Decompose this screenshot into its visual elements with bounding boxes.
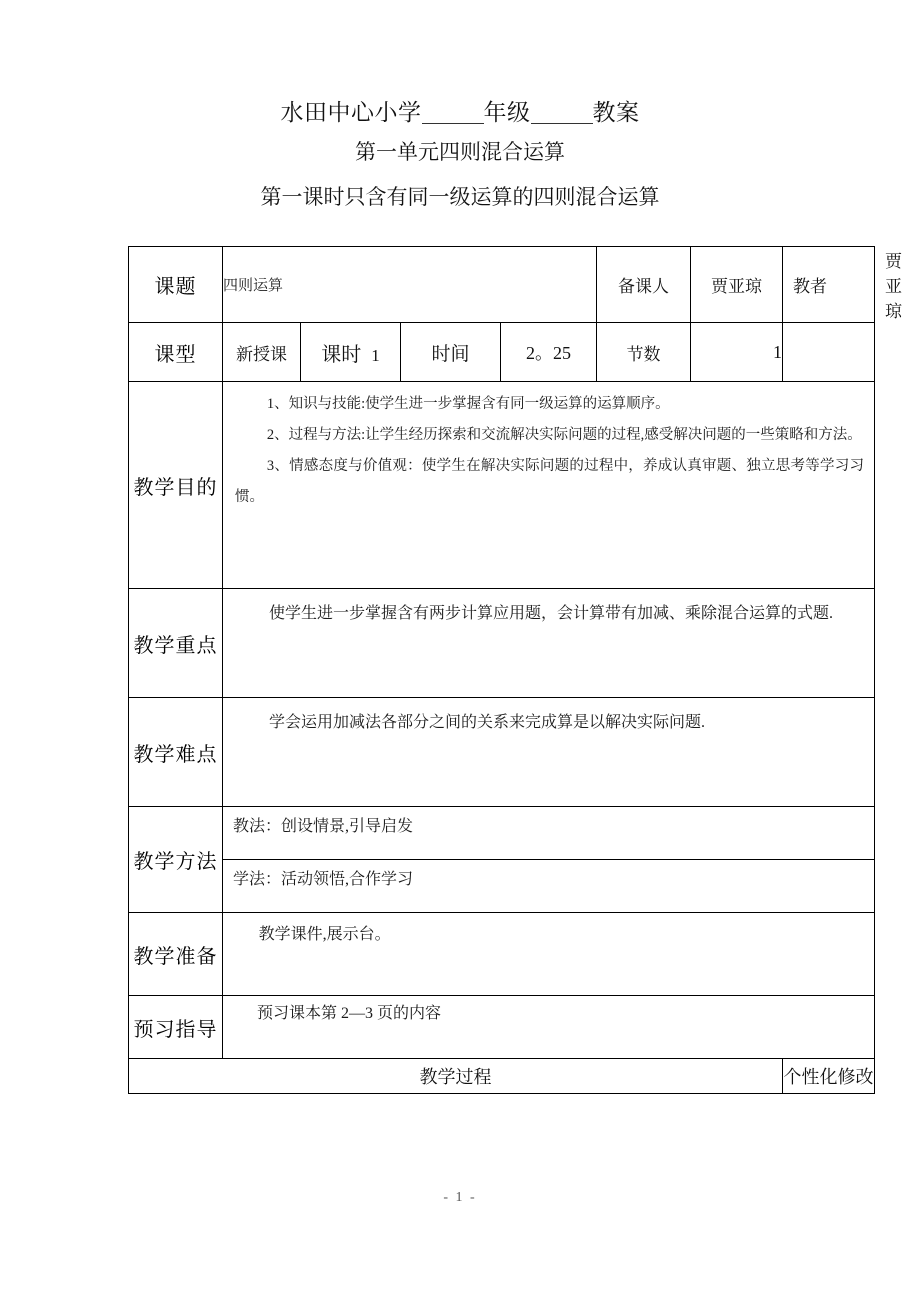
table-row-process-header [129, 1059, 875, 1094]
sections-label: 节数 [597, 323, 691, 382]
keypoint-content [223, 589, 875, 698]
personal-modification-label: 个性化修改 [783, 1059, 875, 1094]
objective-item-2: 2、过程与方法:让学生经历探索和交流解决实际问题的过程,感受解决问题的一些策略和方法。 [266, 427, 862, 443]
type-extra-cell [783, 323, 875, 382]
table-row-methods-teaching [129, 807, 875, 860]
difficulty-text: 学会运用加减法各部分之间的关系来完成算是以解决实际问题. [269, 714, 706, 731]
learning-method-text: 学法：活动领悟,合作学习 [233, 871, 414, 888]
difficulty-content [223, 698, 875, 807]
teaching-method-text: 教法：创设情景,引导启发 [233, 818, 414, 835]
preview-text: 预习课本第 2—3 页的内容 [257, 1005, 442, 1022]
table-row-objectives [129, 382, 875, 589]
lesson-type-label: 课型 [129, 323, 223, 382]
preview-label: 预习指导 [129, 996, 223, 1059]
objectives-content [223, 382, 875, 589]
teacher-label: 教者 [783, 247, 875, 323]
grade-label: 年级 [483, 100, 531, 125]
subject-blank [531, 101, 593, 124]
unit-heading: 第一单元四则混合运算 [355, 140, 565, 164]
table-row-methods-learning [129, 860, 875, 913]
lesson-heading: 第一课时只含有同一级运算的四则混合运算 [260, 185, 660, 209]
table-row-keypoint [129, 589, 875, 698]
time-label: 时间 [401, 323, 501, 382]
time-value: 2。25 [501, 323, 597, 382]
school-name: 水田中心小学 [280, 100, 422, 125]
objective-item-1: 1、知识与技能:使学生进一步掌握含有同一级运算的运算顺序。 [266, 396, 670, 412]
preparer-value: 贾亚琼 [691, 247, 783, 323]
methods-label: 教学方法 [129, 807, 223, 913]
preparation-content [223, 913, 875, 996]
page-title [0, 96, 920, 130]
preparation-text: 教学课件,展示台。 [258, 926, 391, 943]
topic-label: 课题 [129, 247, 223, 323]
difficulty-label: 教学难点 [129, 698, 223, 807]
keypoint-label: 教学重点 [129, 589, 223, 698]
table-row-topic: 课题 四则运算 备课人 贾亚琼 教者 贾亚琼 [129, 247, 875, 323]
table-row-preparation [129, 913, 875, 996]
table-row-difficulty [129, 698, 875, 807]
objectives-label: 教学目的 [129, 382, 223, 589]
topic-value: 四则运算 [223, 247, 597, 323]
plan-label: 教案 [592, 100, 640, 125]
period-value: 1 [371, 345, 380, 365]
teaching-method-cell [223, 807, 875, 860]
objective-item-3: 3、情感态度与价值观：使学生在解决实际问题的过程中，养成认真审题、独立思考等学习习惯。 [235, 458, 865, 505]
page-footer: - 1 - [443, 1190, 477, 1205]
document-headings [0, 96, 920, 220]
table-row-preview [129, 996, 875, 1059]
lesson-type-value: 新授课 [223, 323, 301, 382]
keypoint-text: 使学生进一步掌握含有两步计算应用题，会计算带有加减、乘除混合运算的式题. [269, 605, 834, 622]
process-label: 教学过程 [129, 1059, 783, 1094]
period-label: 课时 [321, 343, 362, 366]
table-row-type [129, 323, 875, 382]
sections-value: 1 [691, 323, 783, 382]
preview-content [223, 996, 875, 1059]
lesson-plan-table [128, 246, 903, 1094]
period-cell [301, 323, 401, 382]
preparer-label: 备课人 [597, 247, 691, 323]
grade-blank [422, 101, 484, 124]
learning-method-cell [223, 860, 875, 913]
preparation-label: 教学准备 [129, 913, 223, 996]
